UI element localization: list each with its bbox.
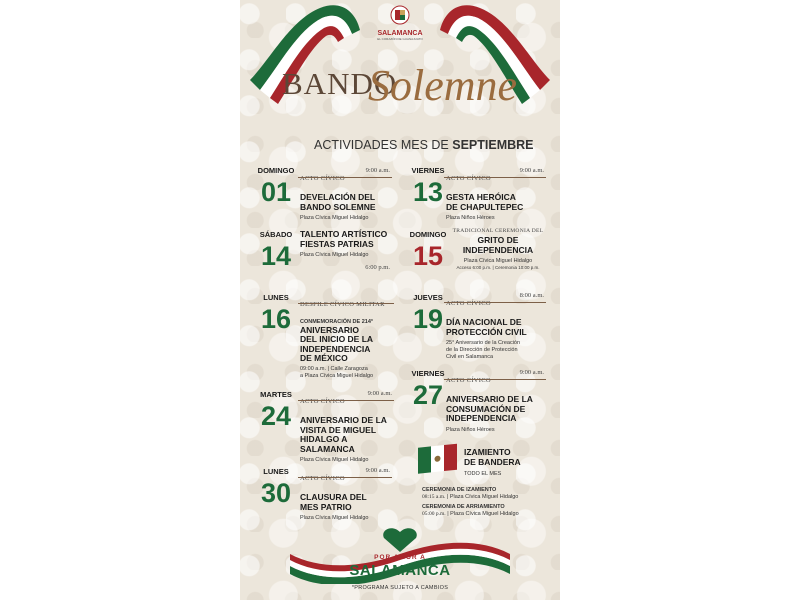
event-time: 9:00 a.m. — [365, 167, 390, 174]
event-tag: ACTO CÍVICO — [300, 175, 345, 182]
divider — [298, 477, 392, 478]
event-title: DÍA NACIONAL DE PROTECCIÓN CIVIL — [446, 317, 527, 337]
event-day: LUNES — [263, 293, 289, 302]
event-time: 8:00 a.m. — [519, 292, 544, 299]
title-bando: BANDO — [282, 66, 398, 101]
poster — [240, 0, 560, 600]
divider — [298, 177, 392, 178]
event-16-details — [300, 293, 394, 380]
izamiento-time: 08:15 a.m. — [422, 493, 446, 500]
event-time: 6:00 p.m. — [365, 264, 390, 271]
event-13-details — [446, 167, 544, 222]
event-day: DOMINGO — [409, 230, 447, 239]
event-title: ANIVERSARIO DEL INICIO DE LA INDEPENDENCIA DE MÉXICO — [300, 324, 374, 364]
event-title: GESTA HERÓICA DE CHAPULTEPEC — [446, 192, 524, 212]
event-place: 09:00 a.m. | Calle Zaragoza a Plaza Cívica Miguel Hidalgo — [300, 365, 374, 379]
flag-title: IZAMIENTO DE BANDERA — [464, 447, 521, 467]
event-time: 9:00 a.m. — [519, 167, 544, 174]
event-number: 13 — [412, 177, 444, 207]
event-place: Plaza Niños Héroes — [446, 215, 495, 222]
event-number: 14 — [260, 241, 292, 271]
arriamiento-place: | Plaza Cívica Miguel Hidalgo — [447, 510, 519, 517]
event-number: 19 — [412, 304, 444, 334]
event-intro: CONMEMORACIÓN DE 214° — [300, 319, 374, 325]
title-solemne: Solemne — [368, 61, 518, 110]
event-title: TALENTO ARTÍSTICO FIESTAS PATRIAS — [300, 229, 388, 249]
event-tag: DESFILE CÍVICO MILITAR — [300, 301, 385, 308]
divider — [444, 379, 546, 380]
event-title: CLAUSURA DEL MES PATRIO — [300, 492, 367, 512]
arriamiento-time: 05:00 p.m. — [422, 510, 446, 517]
event-24-details — [300, 390, 392, 464]
flag-ceremonies — [422, 487, 550, 518]
event-day: MARTES — [260, 390, 292, 399]
event-tag: ACTO CÍVICO — [300, 475, 345, 482]
event-place: Plaza Cívica Miguel Hidalgo — [300, 252, 369, 259]
event-number: 30 — [260, 478, 292, 508]
event-place: Plaza Cívica Miguel Hidalgo — [300, 215, 369, 222]
event-place: Plaza Cívica Miguel Hidalgo — [463, 258, 533, 265]
izamiento-place: | Plaza Cívica Miguel Hidalgo — [446, 493, 519, 500]
event-number: 16 — [260, 304, 292, 334]
disclaimer: *PROGRAMA SUJETO A CAMBIOS — [351, 585, 449, 591]
event-place: Plaza Cívica Miguel Hidalgo — [300, 457, 369, 464]
salamanca-logo — [365, 0, 435, 50]
event-place: 25° Aniversario de la Creación de la Dirección de Protección Civil en Salamanca — [446, 340, 521, 360]
event-15-details — [446, 228, 550, 271]
event-title: DEVELACIÓN DEL BANDO SOLEMNE — [300, 192, 376, 212]
event-30-details — [300, 467, 390, 522]
event-tag: ACTO CÍVICO — [446, 175, 491, 182]
event-place: Plaza Niños Héroes — [446, 426, 495, 433]
event-time: 9:00 a.m. — [365, 467, 390, 474]
event-day: JUEVES — [413, 293, 443, 302]
event-01 — [248, 166, 304, 206]
event-title: ANIVERSARIO DE LA VISITA DE MIGUEL HIDALGO A SALAMANCA — [300, 415, 387, 454]
logo-subtext: EL CORAZÓN DE GUANAJUATO — [377, 37, 423, 41]
event-19-details — [446, 292, 544, 361]
logo-text: SALAMANCA — [377, 30, 423, 37]
event-number: 27 — [412, 380, 444, 410]
divider — [444, 177, 546, 178]
divider — [298, 400, 394, 401]
event-27-details — [446, 369, 544, 433]
event-14 — [248, 230, 304, 270]
subtitle-month: SEPTIEMBRE — [452, 138, 534, 152]
event-number: 15 — [412, 241, 444, 271]
event-16 — [248, 293, 304, 333]
event-time: 9:00 a.m. — [367, 390, 392, 397]
mexican-flag-icon — [416, 440, 460, 476]
event-extra: Acceso 6:00 p.m. | Ceremonia 10:00 p.m. — [456, 264, 540, 270]
event-30 — [248, 467, 304, 507]
event-day: LUNES — [263, 467, 289, 476]
event-title: ANIVERSARIO DE LA CONSUMACIÓN DE INDEPENDENCIA — [446, 394, 533, 424]
event-14-details — [300, 230, 390, 272]
event-time: 9:00 a.m. — [519, 369, 544, 376]
subtitle — [314, 138, 534, 152]
flag-subtitle: TODO EL MES — [464, 471, 502, 477]
event-day: DOMINGO — [257, 166, 295, 175]
event-tag: ACTO CÍVICO — [446, 300, 491, 307]
izamiento-label: CEREMONIA DE IZAMIENTO — [422, 487, 497, 493]
arriamiento-label: CEREMONIA DE ARRIAMIENTO — [422, 503, 505, 510]
event-24 — [248, 390, 304, 430]
event-tag: TRADICIONAL CEREMONIA DEL — [452, 228, 544, 234]
event-number: 01 — [260, 177, 292, 207]
divider — [444, 302, 546, 303]
footer-logo-line2: SALAMANCA — [349, 562, 451, 579]
event-tag: ACTO CÍVICO — [300, 398, 345, 405]
event-title: GRITO DE INDEPENDENCIA — [462, 235, 534, 255]
subtitle-part-1: ACTIVIDADES MES DE — [314, 138, 453, 152]
event-tag: ACTO CÍVICO — [446, 377, 491, 384]
event-place: Plaza Cívica Miguel Hidalgo — [300, 515, 369, 522]
event-day: SÁBADO — [259, 230, 293, 239]
event-day: VIERNES — [411, 166, 445, 175]
event-day: VIERNES — [411, 369, 445, 378]
event-01-details — [300, 167, 390, 222]
divider — [298, 303, 394, 304]
event-number: 24 — [260, 401, 292, 431]
footer-logo-line1: POR AMOR A — [374, 554, 426, 561]
